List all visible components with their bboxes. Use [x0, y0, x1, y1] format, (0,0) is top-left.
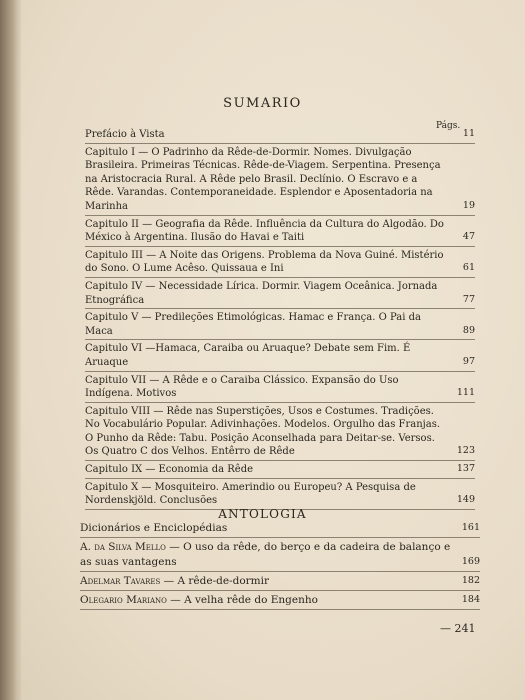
entry-text: Prefácio à Vista: [85, 129, 165, 140]
anthology-list: [80, 521, 480, 612]
entry-page: 149: [456, 494, 475, 506]
entry-text: Capitulo V — Predileções Etimológicas. Hamac e França. O Pai da Maca: [85, 312, 421, 337]
entry-text: Capitulo X — Mosquiteiro. Amerindio ou Europeu? A Pesquisa de Nordenskjöld. Conclusões: [85, 481, 416, 507]
entry-author: Olegario Mariano: [80, 594, 167, 606]
entry-page: 97: [462, 355, 475, 367]
toc-entry: [85, 218, 475, 247]
entry-text: Capitulo II — Geografia da Rêde. Influência da Cultura do Algodão. Do México à Argentina. Ilusão do Havai e Taiti: [85, 218, 444, 244]
entry-page: 89: [462, 324, 475, 336]
entry-page: 137: [456, 463, 475, 475]
toc-entry: [85, 481, 475, 510]
toc-entry: [85, 311, 475, 340]
summary-heading: SUMARIO: [223, 96, 302, 111]
entry-page: 182: [461, 575, 480, 586]
entry-text: — A rêde-de-dormir: [160, 575, 270, 587]
entry-text: Dicionários e Enciclopédias: [80, 522, 228, 534]
toc-entry: [85, 280, 475, 309]
anthology-entry: [80, 540, 480, 572]
anthology-entry: [80, 574, 480, 591]
anthology-heading: ANTOLOGIA: [218, 507, 307, 521]
toc-entry: [85, 146, 475, 216]
entry-text: Capitulo VII — A Rêde e o Caraiba Clássico. Expansão do Uso Indígena. Motivos: [85, 374, 399, 400]
entry-text: Capitulo I — O Padrinho da Rêde-de-Dormir. Nomes. Divulgação Brasileira. Primeiras Técnicas. Rêde-de-Viagem. Serpentina. Presença na Aristocracia Rural. A Rêde pelo Brasil. Declínio. O Escravo e a Rêde. Varandas. Contemporaneidade. Esplendor e Aposentadoria na Marinha: [85, 146, 441, 212]
entry-text: Capitulo VI —Hamaca, Caraiba ou Aruaque? Debate sem Fim. É Aruaque: [85, 343, 411, 368]
entry-author: Adelmar Tavares: [80, 575, 161, 587]
entry-page: 47: [462, 231, 475, 243]
anthology-entry: [80, 593, 480, 610]
entry-page: 123: [456, 445, 475, 457]
toc-entry: [85, 405, 475, 461]
entry-author: A. da Silva Mello: [80, 541, 166, 553]
entry-page: 161: [461, 522, 480, 533]
table-of-contents: [85, 128, 475, 512]
toc-entry: [85, 249, 475, 278]
entry-page: 184: [461, 594, 480, 605]
toc-entry: [85, 463, 475, 479]
entry-page: 19: [462, 199, 475, 211]
page-number: — 241: [440, 622, 476, 635]
entry-page: 61: [462, 262, 475, 274]
entry-page: 11: [462, 128, 475, 139]
entry-page: 111: [456, 387, 475, 399]
entry-page: 169: [461, 556, 480, 567]
pages-label: Págs.: [436, 121, 461, 131]
toc-entry: [85, 342, 475, 371]
anthology-entry: [80, 521, 480, 538]
entry-text: Capitulo III — A Noite das Origens. Problema da Nova Guiné. Mistério do Sono. O Lume Acêso. Quissaua e Ini: [85, 249, 444, 275]
entry-text: — A velha rêde do Engenho: [166, 594, 318, 606]
entry-text: Capitulo VIII — Rêde nas Superstições, Usos e Costumes. Tradições. No Vocabulário Popular. Adivinhações. Modelos. Orgulho das Franjas. O Punho da Rêde: Tabu. Posição Aconselhada para Deitar-se. Versos. Os Quatro C dos Velhos. Entêrro de Rêde: [85, 405, 441, 458]
toc-entry: [85, 374, 475, 403]
entry-text: Capitulo IV — Necessidade Lírica. Dormir. Viagem Oceânica. Jornada Etnográfica: [85, 280, 438, 306]
entry-text: Capitulo IX — Economia da Rêde: [85, 464, 254, 476]
toc-entry: [85, 128, 475, 144]
entry-text: — O uso da rêde, do berço e da cadeira de balanço e as suas vantagens: [80, 541, 451, 568]
entry-page: 77: [462, 293, 475, 305]
